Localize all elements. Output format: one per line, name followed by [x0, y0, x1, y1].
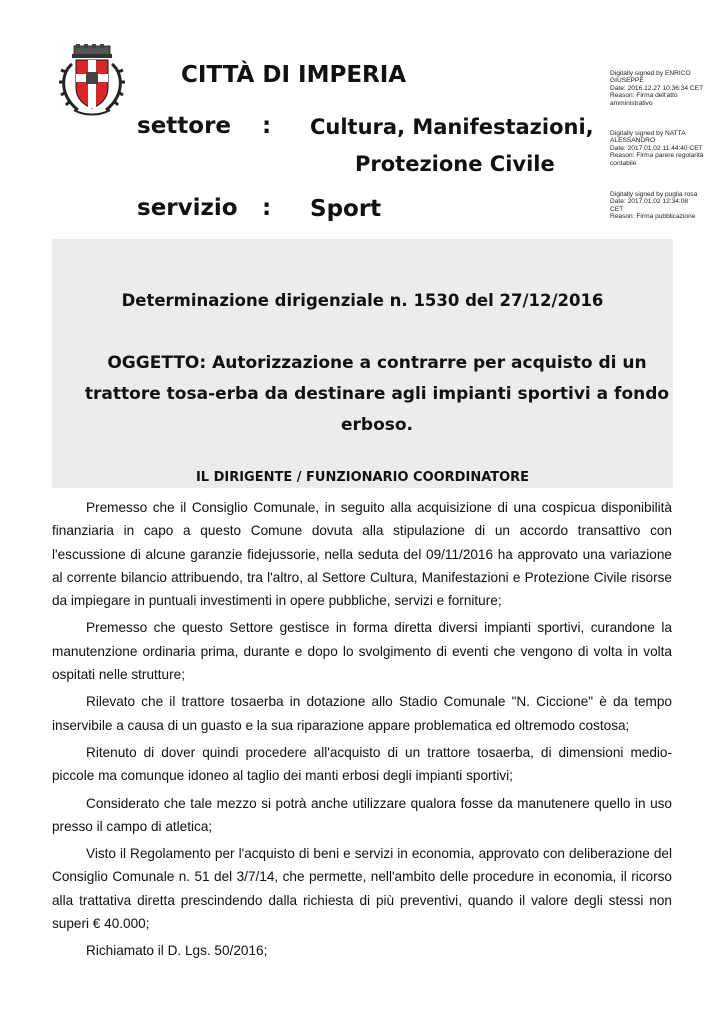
signature-line: Reason: Firma pubblicazione: [610, 213, 696, 221]
signature-line: Digitally signed by NATTA: [610, 130, 686, 137]
settore-value-line1: Cultura, Manifestazioni,: [310, 115, 594, 139]
document-body: [52, 496, 672, 967]
digital-signature-2: [610, 130, 710, 167]
signature-line: ALESSANDRO: [610, 137, 656, 145]
signature-line: contabile: [610, 159, 637, 167]
signature-line: Digitally signed by ENRICO: [610, 70, 691, 77]
signature-line: Date: 2016.12.27 10:36:34 CET: [610, 84, 704, 92]
dirigente-heading: IL DIRIGENTE / FUNZIONARIO COORDINATORE: [195, 470, 530, 485]
paragraph: Considerato che tale mezzo si potrà anche utilizzare qualora fosse da manutenere quello in uso presso il campo di atletica;: [52, 795, 672, 834]
settore-value-line2: Protezione Civile: [355, 152, 555, 176]
paragraph: Rilevato che il trattore tosaerba in dotazione allo Stadio Comunale "N. Ciccione" è da tempo inservibile a causa di un guasto e la sua riparazione appare problematica ed oltremodo costosa;: [52, 694, 672, 733]
signature-line: Date: 2017.01.02 11:44:40 CET: [610, 144, 703, 152]
signature-line: Reason: Firma dell'atto: [610, 92, 678, 100]
servizio-label: servizio: [137, 195, 238, 221]
settore-colon: :: [262, 113, 272, 139]
determinazione-title: Determinazione dirigenziale n. 1530 del 27/12/2016: [121, 291, 604, 310]
coat-of-arms-icon: [58, 44, 126, 118]
oggetto: OGGETTO: Autorizzazione a contrarre per acquisto di un trattore tosa-erba da destinare agli impianti sportivi a fondo erboso.: [84, 353, 670, 435]
paragraph: Visto il Regolamento per l'acquisto di beni e servizi in economia, approvato con deliberazione del Consiglio Comunale n. 51 del 3/7/14, che permette, nell'ambito delle procedure in economia, il ricorso alla trattativa diretta prescindendo dalla richiesta di più preventivi, quando il valore degli stessi non superi € 40.000;: [52, 846, 672, 932]
signature-line: Reason: Firma parere regolarità: [610, 152, 704, 160]
servizio-colon: :: [262, 195, 272, 221]
signature-line: CET: [610, 205, 624, 213]
paragraph: Premesso che questo Settore gestisce in forma diretta diversi impianti sportivi, curandone la manutenzione ordinaria prima, durante e dopo lo svolgimento di eventi che vengono di volta in volta ospitati nelle strutture;: [52, 620, 672, 683]
paragraph: Ritenuto di dover quindi procedere all'acquisto di un trattore tosaerba, di dimensioni medio-piccole ma comunque idoneo al taglio dei manti erbosi degli impianti sportivi;: [52, 744, 672, 784]
digital-signature-3: [610, 191, 710, 221]
paragraph: Richiamato il D. Lgs. 50/2016;: [86, 943, 268, 959]
digital-signature-1: [610, 70, 710, 107]
settore-label: settore: [137, 113, 232, 139]
signature-line: amministrativo: [610, 99, 653, 107]
servizio-value: Sport: [310, 196, 382, 222]
signature-line: GIUSEPPE: [610, 77, 644, 85]
signature-line: Digitally signed by puglia rosa: [610, 191, 698, 198]
city-title: CITTÀ DI IMPERIA: [181, 62, 407, 88]
paragraph: Premesso che il Consiglio Comunale, in seguito alla acquisizione di una cospicua disponibilità finanziaria in capo a questo Comune dovuta alla stipulazione di un accordo transattivo con l'escussione di alcune garanzie fidejussorie, nella seduta del 09/11/2016 ha approvato una variazione al corrente bilancio attribuendo, tra l'altro, al Settore Cultura, Manifestazioni e Protezione Civile risorse da impiegare in puntuali investimenti in opere pubbliche, servizi e forniture;: [52, 500, 672, 609]
signature-line: Date: 2017.01.02 12:34:08: [610, 198, 689, 206]
